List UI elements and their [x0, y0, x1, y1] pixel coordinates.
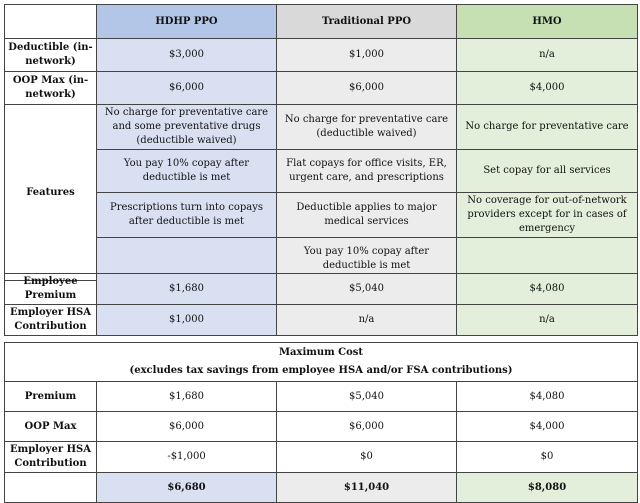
premium-table — [4, 273, 638, 336]
total-hdhp: $6,680 — [97, 473, 277, 503]
cell: n/a — [457, 305, 638, 336]
feature-row — [5, 105, 638, 150]
cell: You pay 10% copay after deductible is met — [97, 150, 277, 193]
table-row — [5, 382, 638, 412]
cell: $3,000 — [97, 39, 277, 72]
total-traditional: $11,040 — [277, 473, 457, 503]
plan-header-hdhp: HDHP PPO — [97, 5, 277, 39]
total-hmo: $8,080 — [457, 473, 638, 503]
cell: $1,000 — [277, 39, 457, 72]
empty-header-cell — [5, 5, 97, 39]
row-label: Employer HSA Contribution — [5, 442, 97, 473]
row-label: Employer HSA Contribution — [5, 305, 97, 336]
feature-row — [5, 150, 638, 193]
table-row — [5, 412, 638, 442]
cell: $6,000 — [277, 412, 457, 442]
max-cost-table — [4, 342, 638, 503]
empty-label-cell — [5, 473, 97, 503]
plan-comparison-table — [4, 4, 638, 281]
cell: $1,680 — [97, 382, 277, 412]
cell: No charge for preventative care and some preventative drugs (deductible waived) — [97, 105, 277, 150]
row-label: Deductible (in-network) — [5, 39, 97, 72]
cell: Deductible applies to major medical services — [277, 193, 457, 238]
cell: $0 — [457, 442, 638, 473]
cell: $4,080 — [457, 274, 638, 305]
plan-header-traditional: Traditional PPO — [277, 5, 457, 39]
table-row — [5, 39, 638, 72]
cell: $1,000 — [97, 305, 277, 336]
cell: $4,000 — [457, 412, 638, 442]
max-cost-subtitle: (excludes tax savings from employee HSA and/or FSA contributions) — [129, 365, 513, 376]
table-row — [5, 442, 638, 473]
cell: Prescriptions turn into copays after deductible is met — [97, 193, 277, 238]
row-label: OOP Max (in-network) — [5, 72, 97, 105]
row-label: Employee Premium — [5, 274, 97, 305]
cell: -$1,000 — [97, 442, 277, 473]
cell: n/a — [277, 305, 457, 336]
plan-header-hmo: HMO — [457, 5, 638, 39]
table-row — [5, 274, 638, 305]
cell: No charge for preventative care — [457, 105, 638, 150]
cell: $5,040 — [277, 274, 457, 305]
features-label: Features — [5, 105, 97, 281]
cell: $6,000 — [97, 72, 277, 105]
cell: $0 — [277, 442, 457, 473]
row-label: Premium — [5, 382, 97, 412]
table-row — [5, 72, 638, 105]
cell: $5,040 — [277, 382, 457, 412]
table-row — [5, 305, 638, 336]
max-cost-title: Maximum Cost — [278, 347, 364, 358]
row-label: OOP Max — [5, 412, 97, 442]
cell: $4,080 — [457, 382, 638, 412]
max-cost-header-row — [5, 343, 638, 382]
cell: $6,000 — [97, 412, 277, 442]
cell: No charge for preventative care (deductible waived) — [277, 105, 457, 150]
totals-row — [5, 473, 638, 503]
cell: No coverage for out-of-network providers except for in cases of emergency — [457, 193, 638, 238]
cell: $1,680 — [97, 274, 277, 305]
cell: You pay 10% copay after deductible is met — [277, 238, 457, 281]
feature-row — [5, 193, 638, 238]
cell: $4,000 — [457, 72, 638, 105]
cell: $6,000 — [277, 72, 457, 105]
header-row — [5, 5, 638, 39]
cell: Set copay for all services — [457, 150, 638, 193]
cell: Flat copays for office visits, ER, urgent care, and prescriptions — [277, 150, 457, 193]
cell: n/a — [457, 39, 638, 72]
